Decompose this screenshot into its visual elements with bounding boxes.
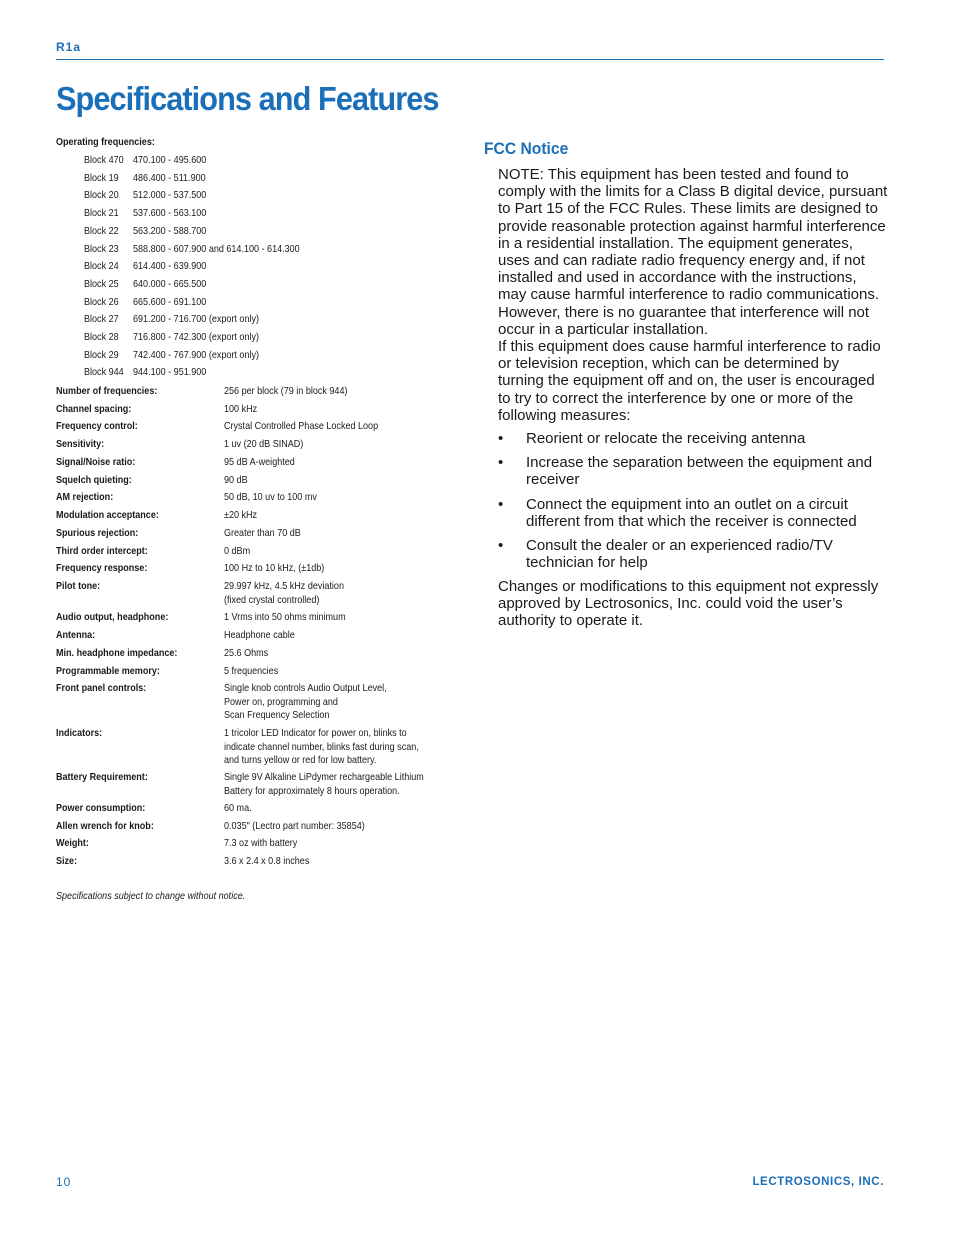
spec-label: Front panel controls: xyxy=(56,682,147,694)
fcc-note-paragraph: NOTE: This equipment has been tested and found to comply with the limits for a Class B digital device, pursuant to Part 15 of the FCC Rules. These limits are designed to provide reasonable protection against harmful interference in a residential installation. The equipment generates, uses and can radiate radio frequency energy and, if not installed and used in accordance with the instructions, may cause harmful interference to radio communications. However, there is no guarantee that interference will not occur in a particular installation. xyxy=(498,166,888,338)
fcc-bullet-text: Increase the separation between the equipment and receiver xyxy=(526,454,873,489)
spec-value: Single 9V Alkaline LiPdymer rechargeable Lithium Battery for approximately 8 hours operation. xyxy=(224,771,424,797)
block-name: Block 470 xyxy=(84,154,124,166)
spec-label: AM rejection: xyxy=(56,491,114,503)
bullet-dot: • xyxy=(498,454,504,471)
fcc-heading: FCC Notice xyxy=(484,139,569,158)
block-name: Block 22 xyxy=(84,224,119,237)
header-rule xyxy=(56,59,884,60)
block-range: 640.000 - 665.500 xyxy=(133,277,207,290)
page-number: 10 xyxy=(56,1175,72,1189)
spec-value: 100 Hz to 10 kHz, (±1db) xyxy=(224,562,325,574)
spec-value: 50 dB, 10 uv to 100 mv xyxy=(224,491,317,503)
spec-value: 0.035" (Lectro part number: 35854) xyxy=(224,820,365,832)
block-name: Block 27 xyxy=(84,313,119,326)
spec-value: 3.6 x 2.4 x 0.8 inches xyxy=(224,855,310,867)
fcc-bullet-text: Connect the equipment into an outlet on a circuit different from that which the receiver is connected xyxy=(526,496,857,531)
block-range: 588.800 - 607.900 and 614.100 - 614.300 xyxy=(133,242,300,255)
block-name: Block 944 xyxy=(84,366,124,379)
block-range: 716.800 - 742.300 (export only) xyxy=(133,331,260,343)
spec-label: Frequency control: xyxy=(56,420,138,432)
block-range: 665.600 - 691.100 xyxy=(133,295,207,308)
spec-value: 29.997 kHz, 4.5 kHz deviation (fixed crystal controlled) xyxy=(224,580,344,606)
spec-footnote: Specifications subject to change without notice. xyxy=(56,890,246,902)
spec-label: Modulation acceptance: xyxy=(56,509,159,521)
spec-value: 7.3 oz with battery xyxy=(224,837,298,849)
block-range: 486.400 - 511.900 xyxy=(133,171,206,184)
spec-label: Channel spacing: xyxy=(56,403,132,415)
spec-label: Pilot tone: xyxy=(56,580,101,592)
spec-label: Signal/Noise ratio: xyxy=(56,456,136,468)
spec-label: Third order intercept: xyxy=(56,545,148,557)
header-model-label: R1a xyxy=(56,40,82,54)
spec-label: Power consumption: xyxy=(56,802,146,814)
spec-value: 25.6 Ohms xyxy=(224,647,269,659)
block-range: 691.200 - 716.700 (export only) xyxy=(133,313,260,326)
spec-label: Weight: xyxy=(56,837,89,849)
fcc-bullet-text: Reorient or relocate the receiving antenna xyxy=(526,430,806,447)
spec-value: 100 kHz xyxy=(224,403,258,415)
spec-value: 256 per block (79 in block 944) xyxy=(224,385,348,397)
bullet-dot: • xyxy=(498,430,504,447)
block-range: 944.100 - 951.900 xyxy=(133,366,207,379)
spec-label: Antenna: xyxy=(56,629,96,641)
block-name: Block 26 xyxy=(84,295,119,308)
spec-label: Number of frequencies: xyxy=(56,385,158,397)
block-range: 742.400 - 767.900 (export only) xyxy=(133,348,260,361)
block-name: Block 19 xyxy=(84,171,119,184)
spec-label: Squelch quieting: xyxy=(56,474,132,486)
block-name: Block 23 xyxy=(84,242,119,255)
spec-value: 60 ma. xyxy=(224,802,252,814)
block-name: Block 28 xyxy=(84,331,119,343)
block-name: Block 25 xyxy=(84,277,119,290)
block-range: 537.600 - 563.100 xyxy=(133,207,207,220)
block-range: 470.100 - 495.600 xyxy=(133,154,207,166)
spec-value: 95 dB A-weighted xyxy=(224,456,295,468)
spec-value: 0 dBm xyxy=(224,545,251,557)
block-name: Block 29 xyxy=(84,348,119,361)
spec-label: Min. headphone impedance: xyxy=(56,647,178,659)
spec-label: Frequency response: xyxy=(56,562,148,574)
spec-label: Size: xyxy=(56,855,78,867)
spec-value: 1 Vrms into 50 ohms minimum xyxy=(224,611,346,623)
bullet-dot: • xyxy=(498,537,504,554)
spec-label: Programmable memory: xyxy=(56,665,160,677)
operating-frequencies-label: Operating frequencies: xyxy=(56,136,155,148)
spec-value: 1 uv (20 dB SINAD) xyxy=(224,438,304,450)
block-name: Block 21 xyxy=(84,207,119,220)
block-name: Block 20 xyxy=(84,189,119,202)
spec-value: ±20 kHz xyxy=(224,509,258,521)
block-range: 512.000 - 537.500 xyxy=(133,189,207,202)
footer-company-name: LECTROSONICS, INC. xyxy=(752,1176,884,1188)
block-range: 563.200 - 588.700 xyxy=(133,224,207,237)
spec-label: Spurious rejection: xyxy=(56,527,139,539)
spec-value: 90 dB xyxy=(224,474,248,486)
spec-value: 5 frequencies xyxy=(224,665,279,677)
spec-value: Crystal Controlled Phase Locked Loop xyxy=(224,420,379,432)
spec-label: Allen wrench for knob: xyxy=(56,820,154,832)
block-name: Block 24 xyxy=(84,260,119,273)
bullet-dot: • xyxy=(498,496,504,513)
block-range: 614.400 - 639.900 xyxy=(133,260,207,273)
spec-label: Sensitivity: xyxy=(56,438,105,450)
spec-label: Indicators: xyxy=(56,727,103,739)
fcc-bullet-text: Consult the dealer or an experienced radio/TV technician for help xyxy=(526,537,833,572)
spec-value: Greater than 70 dB xyxy=(224,527,301,539)
fcc-interference-paragraph: If this equipment does cause harmful interference to radio or television reception, which can be determined by turning the equipment off and on, the user is encouraged to try to correct the interference by one or more of the following measures: xyxy=(498,338,881,424)
spec-label: Audio output, headphone: xyxy=(56,611,169,623)
spec-label: Battery Requirement: xyxy=(56,771,148,783)
fcc-closing-paragraph: Changes or modifications to this equipment not expressly approved by Lectrosonics, Inc. could void the user’s authority to operate it. xyxy=(498,578,879,630)
spec-value: Headphone cable xyxy=(224,629,295,641)
page-title: Specifications and Features xyxy=(56,80,439,117)
spec-value: Single knob controls Audio Output Level, Power on, programming and Scan Frequency Selection xyxy=(224,682,387,721)
spec-value: 1 tricolor LED Indicator for power on, blinks to indicate channel number, blinks fast during scan, and turns yellow or red for low battery. xyxy=(224,727,419,766)
